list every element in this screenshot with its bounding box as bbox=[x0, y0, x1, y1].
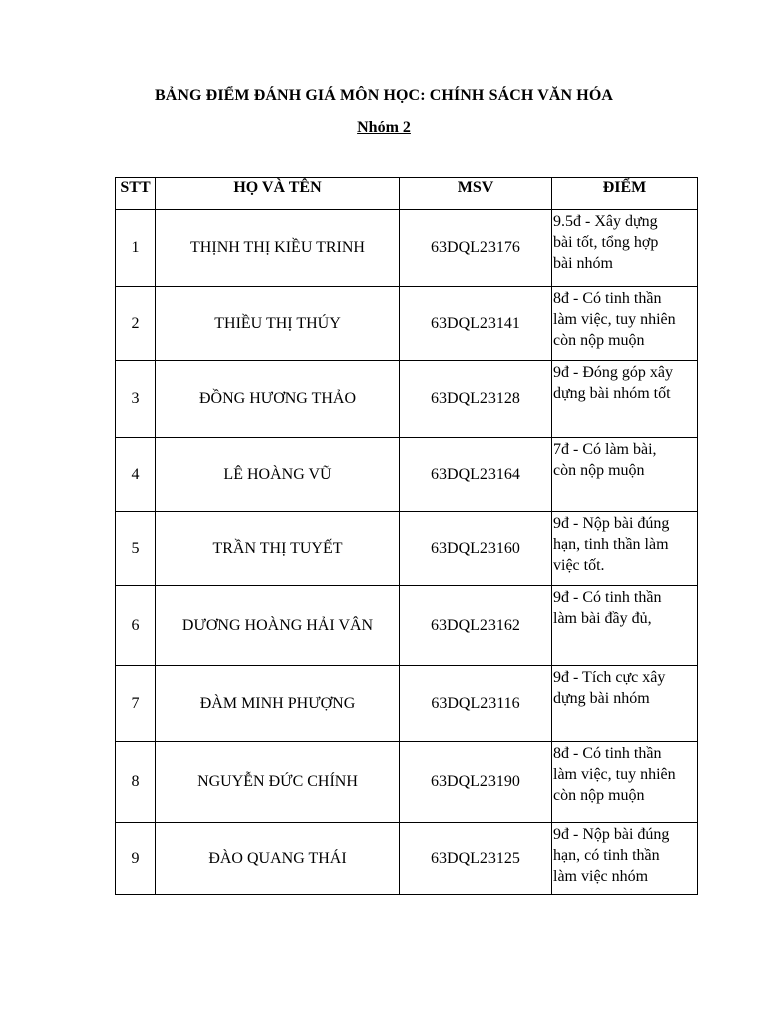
cell-stt: 6 bbox=[116, 586, 156, 666]
cell-score: 9.5đ - Xây dựng bài tốt, tổng hợp bài nhóm bbox=[552, 210, 698, 287]
header-score: ĐIỂM bbox=[552, 178, 698, 210]
table-row bbox=[116, 210, 698, 287]
group-label: Nhóm 2 bbox=[357, 119, 411, 136]
cell-msv: 63DQL23176 bbox=[400, 210, 552, 287]
grades-table bbox=[115, 177, 698, 895]
cell-score: 9đ - Có tinh thần làm bài đầy đủ, bbox=[552, 586, 698, 666]
table-row bbox=[116, 361, 698, 438]
cell-name: ĐÀM MINH PHƯỢNG bbox=[156, 666, 400, 742]
cell-msv: 63DQL23116 bbox=[400, 666, 552, 742]
cell-msv: 63DQL23164 bbox=[400, 438, 552, 512]
cell-stt: 8 bbox=[116, 742, 156, 823]
cell-stt: 1 bbox=[116, 210, 156, 287]
cell-name: LÊ HOÀNG VŨ bbox=[156, 438, 400, 512]
cell-score: 8đ - Có tinh thần làm việc, tuy nhiên còn nộp muộn bbox=[552, 287, 698, 361]
cell-stt: 9 bbox=[116, 823, 156, 895]
table-row bbox=[116, 823, 698, 895]
cell-name: ĐÀO QUANG THÁI bbox=[156, 823, 400, 895]
cell-name: TRẦN THỊ TUYẾT bbox=[156, 512, 400, 586]
cell-msv: 63DQL23162 bbox=[400, 586, 552, 666]
cell-msv: 63DQL23141 bbox=[400, 287, 552, 361]
cell-msv: 63DQL23190 bbox=[400, 742, 552, 823]
table-row bbox=[116, 438, 698, 512]
table-row bbox=[116, 666, 698, 742]
table-row bbox=[116, 287, 698, 361]
header-stt: STT bbox=[116, 178, 156, 210]
cell-stt: 7 bbox=[116, 666, 156, 742]
group-subtitle bbox=[0, 119, 768, 137]
header-msv: MSV bbox=[400, 178, 552, 210]
document-title: BẢNG ĐIỂM ĐÁNH GIÁ MÔN HỌC: CHÍNH SÁCH VĂN HÓA bbox=[154, 87, 614, 104]
cell-name: ĐỒNG HƯƠNG THẢO bbox=[156, 361, 400, 438]
cell-score: 9đ - Đóng góp xây dựng bài nhóm tốt bbox=[552, 361, 698, 438]
table-row bbox=[116, 586, 698, 666]
cell-stt: 3 bbox=[116, 361, 156, 438]
cell-name: NGUYỄN ĐỨC CHÍNH bbox=[156, 742, 400, 823]
cell-stt: 4 bbox=[116, 438, 156, 512]
table-row bbox=[116, 742, 698, 823]
cell-name: THIỀU THỊ THÚY bbox=[156, 287, 400, 361]
cell-score: 9đ - Tích cực xây dựng bài nhóm bbox=[552, 666, 698, 742]
cell-stt: 5 bbox=[116, 512, 156, 586]
cell-msv: 63DQL23160 bbox=[400, 512, 552, 586]
table-header-row bbox=[116, 178, 698, 210]
cell-name: THỊNH THỊ KIỀU TRINH bbox=[156, 210, 400, 287]
cell-score: 9đ - Nộp bài đúng hạn, có tinh thần làm việc nhóm bbox=[552, 823, 698, 895]
cell-score: 7đ - Có làm bài, còn nộp muộn bbox=[552, 438, 698, 512]
cell-score: 9đ - Nộp bài đúng hạn, tinh thần làm việc tốt. bbox=[552, 512, 698, 586]
table-row bbox=[116, 512, 698, 586]
cell-name: DƯƠNG HOÀNG HẢI VÂN bbox=[156, 586, 400, 666]
cell-msv: 63DQL23128 bbox=[400, 361, 552, 438]
cell-stt: 2 bbox=[116, 287, 156, 361]
cell-score: 8đ - Có tinh thần làm việc, tuy nhiên còn nộp muộn bbox=[552, 742, 698, 823]
header-name: HỌ VÀ TÊN bbox=[156, 178, 400, 210]
cell-msv: 63DQL23125 bbox=[400, 823, 552, 895]
